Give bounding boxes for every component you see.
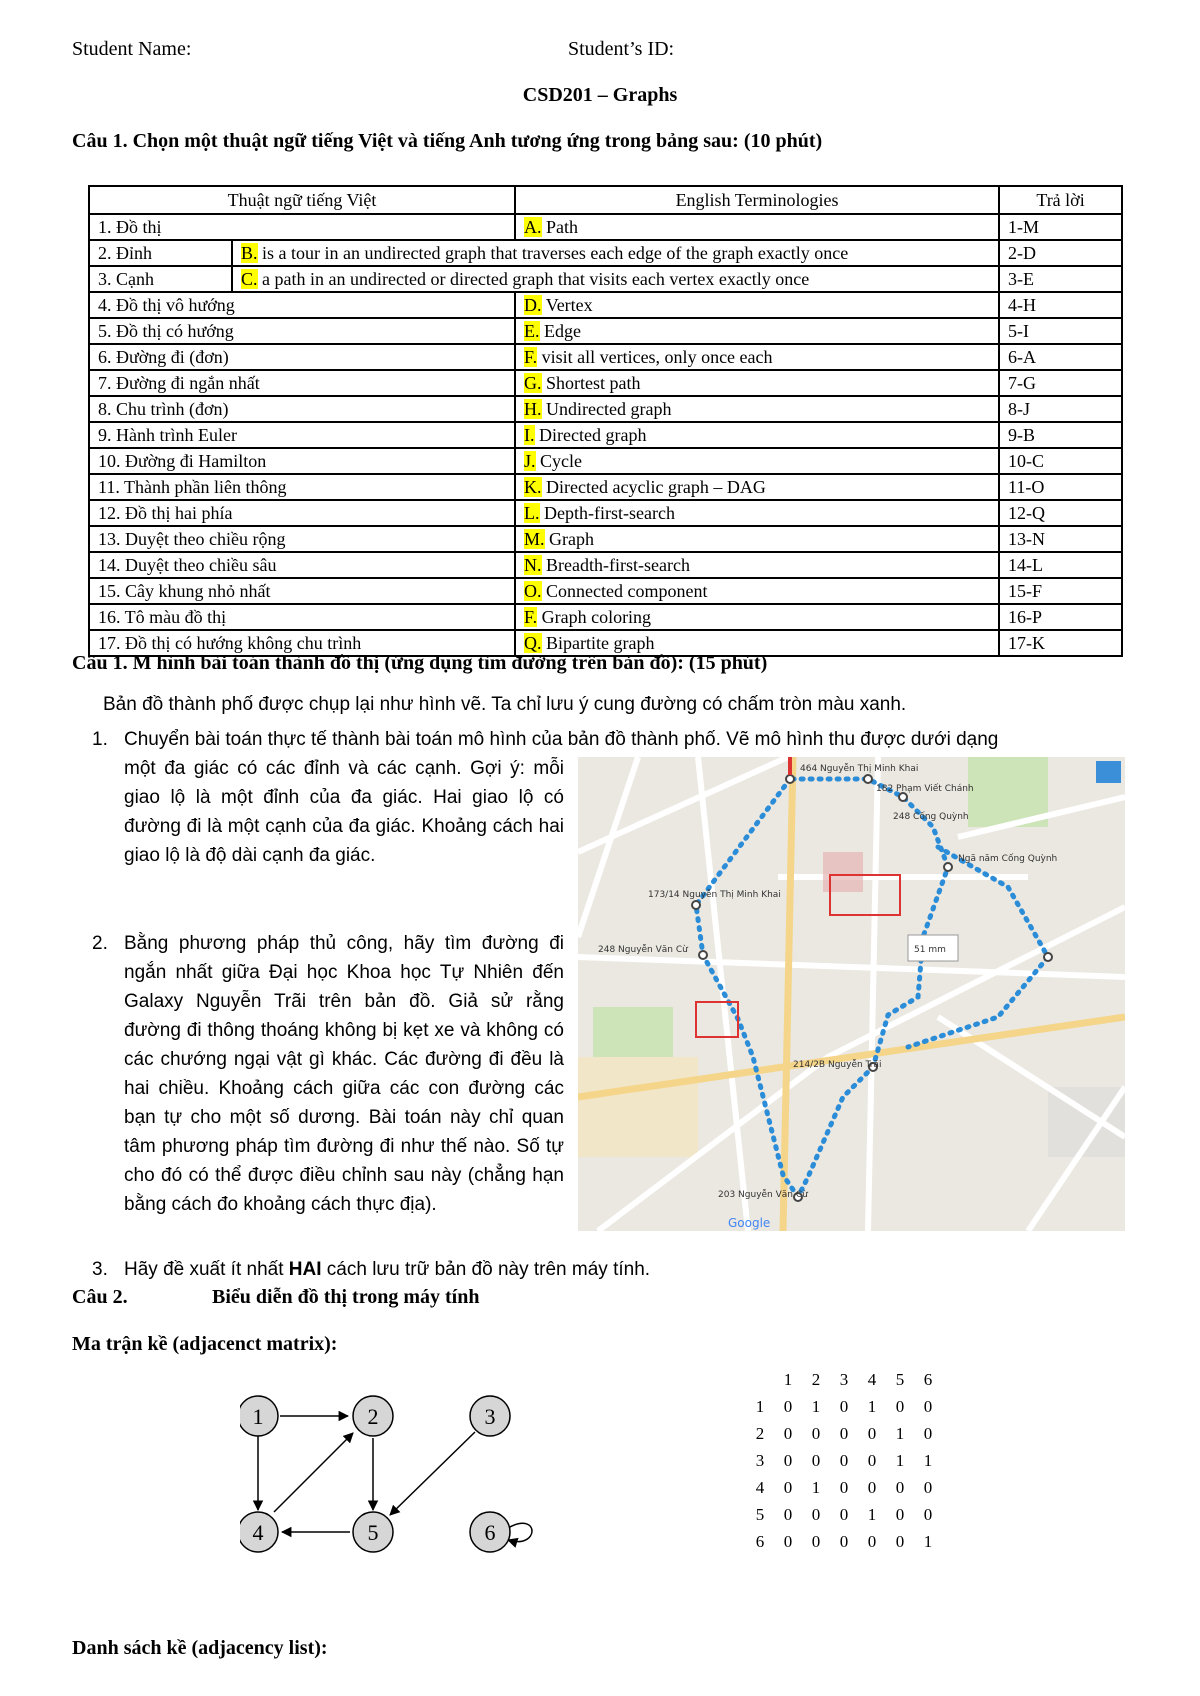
map-label: 464 Nguyễn Thị Minh Khai <box>800 764 919 774</box>
answer-letter: M. <box>524 528 545 549</box>
vi-term: 14. Duyệt theo chiều sâu <box>89 552 515 578</box>
matrix-col-header: 1 <box>783 1369 793 1389</box>
matrix-cell: 1 <box>867 1396 877 1416</box>
answer-letter: K. <box>524 476 542 497</box>
vi-term: 11. Thành phần liên thông <box>89 474 515 500</box>
en-text: Graph <box>544 528 595 549</box>
en-text: Vertex <box>541 294 593 315</box>
node-label: 6 <box>484 1520 496 1545</box>
terminology-table <box>88 185 1123 657</box>
matrix-row <box>746 1528 942 1555</box>
answer-letter: I. <box>524 424 535 445</box>
map-label: 51 mm <box>914 945 946 955</box>
column-header-vi: Thuật ngữ tiếng Việt <box>89 186 515 214</box>
matrix-cell: 0 <box>783 1396 793 1416</box>
matrix-cell: 0 <box>923 1423 933 1443</box>
map-label: Ngã năm Cống Quỳnh <box>958 854 1058 864</box>
item-number: 1. <box>92 729 108 750</box>
en-term <box>232 266 999 292</box>
vi-term: 4. Đồ thị vô hướng <box>89 292 515 318</box>
adjacency-matrix-label: Ma trận kề (adjacenct matrix): <box>72 1333 338 1355</box>
en-text: Depth-first-search <box>539 502 675 523</box>
answer-letter: F. <box>524 606 538 627</box>
matrix-cell: 1 <box>811 1396 821 1416</box>
matrix-cell: 0 <box>839 1450 849 1470</box>
answer-letter: N. <box>524 554 542 575</box>
en-text: Directed graph <box>534 424 647 445</box>
en-text: Cycle <box>535 450 583 471</box>
answer-cell: 3-E <box>999 266 1122 292</box>
matrix-cell: 1 <box>867 1504 877 1524</box>
matrix-cell: 0 <box>867 1477 877 1497</box>
matrix-col-header: 5 <box>895 1369 905 1389</box>
en-text: a path in an undirected or directed graph that visits each vertex exactly once <box>257 268 810 289</box>
en-text: is a tour in an undirected graph that traverses each edge of the graph exactly once <box>257 242 849 263</box>
map-label: Google <box>728 1216 771 1230</box>
answer-cell: 4-H <box>999 292 1122 318</box>
en-term <box>515 552 999 578</box>
student-id-label: Student’s ID: <box>568 38 675 60</box>
answer-cell: 11-O <box>999 474 1122 500</box>
en-text: Directed acyclic graph – DAG <box>541 476 766 497</box>
vi-term: 12. Đồ thị hai phía <box>89 500 515 526</box>
en-term <box>515 526 999 552</box>
matrix-row <box>746 1474 942 1501</box>
en-term <box>515 214 999 240</box>
node-label: 3 <box>484 1404 496 1429</box>
matrix-cell: 0 <box>923 1396 933 1416</box>
matrix-corner <box>746 1366 774 1393</box>
matrix-cell: 0 <box>783 1477 793 1497</box>
en-term <box>515 318 999 344</box>
vi-term: 2. Đỉnh <box>89 240 232 266</box>
matrix-cell: 0 <box>839 1477 849 1497</box>
matrix-col-header: 6 <box>923 1369 933 1389</box>
vi-term: 10. Đường đi Hamilton <box>89 448 515 474</box>
item-number: 2. <box>92 933 108 954</box>
item-text-bold: HAI <box>288 1259 322 1280</box>
answer-letter: C. <box>241 268 258 289</box>
en-text: Edge <box>539 320 581 341</box>
table-row <box>89 240 1122 266</box>
node-label: 2 <box>367 1404 379 1429</box>
table-row <box>89 214 1122 240</box>
student-name-label: Student Name: <box>72 38 192 60</box>
matrix-cell: 1 <box>895 1423 905 1443</box>
list-item <box>88 1255 1138 1284</box>
en-term <box>515 422 999 448</box>
matrix-cell: 0 <box>895 1504 905 1524</box>
question-1-heading: Câu 1. Chọn một thuật ngữ tiếng Việt và tiếng Anh tương ứng trong bảng sau: (10 phút) <box>72 130 823 152</box>
table-row <box>89 552 1122 578</box>
table-row <box>89 474 1122 500</box>
answer-letter: G. <box>524 372 542 393</box>
table-row <box>89 526 1122 552</box>
table-row <box>89 266 1122 292</box>
matrix-row-header: 4 <box>755 1477 765 1497</box>
en-term <box>515 448 999 474</box>
en-text: Connected component <box>541 580 708 601</box>
map-svg <box>578 757 1125 1231</box>
matrix-cell: 0 <box>811 1423 821 1443</box>
matrix-cell: 0 <box>895 1477 905 1497</box>
matrix-cell: 0 <box>783 1531 793 1551</box>
answer-letter: E. <box>524 320 540 341</box>
answer-letter: L. <box>524 502 540 523</box>
en-term <box>232 240 999 266</box>
edge-3-5 <box>390 1432 475 1515</box>
matrix-cell: 0 <box>895 1531 905 1551</box>
matrix-cell: 0 <box>783 1504 793 1524</box>
en-term <box>515 370 999 396</box>
table-row <box>89 422 1122 448</box>
en-text: Undirected graph <box>541 398 672 419</box>
en-text: visit all vertices, only once each <box>537 346 773 367</box>
matrix-cell: 0 <box>783 1450 793 1470</box>
en-text: Path <box>541 216 579 237</box>
matrix-col-header: 3 <box>839 1369 849 1389</box>
matrix-cell: 0 <box>895 1396 905 1416</box>
table-row <box>89 292 1122 318</box>
vi-term: 8. Chu trình (đơn) <box>89 396 515 422</box>
vi-term: 9. Hành trình Euler <box>89 422 515 448</box>
matrix-row <box>746 1447 942 1474</box>
answer-letter: F. <box>524 346 538 367</box>
answer-letter: A. <box>524 216 542 237</box>
matrix-cell: 1 <box>895 1450 905 1470</box>
answer-letter: B. <box>241 242 258 263</box>
answer-cell: 8-J <box>999 396 1122 422</box>
vi-term: 13. Duyệt theo chiều rộng <box>89 526 515 552</box>
answer-letter: D. <box>524 294 542 315</box>
matrix-row-header: 1 <box>755 1396 765 1416</box>
matrix-cell: 1 <box>923 1450 933 1470</box>
answer-cell: 16-P <box>999 604 1122 630</box>
en-text: Graph coloring <box>537 606 652 627</box>
example-graph <box>240 1380 600 1580</box>
answer-cell: 10-C <box>999 448 1122 474</box>
table-row <box>89 396 1122 422</box>
answer-cell: 6-A <box>999 344 1122 370</box>
matrix-cell: 0 <box>867 1531 877 1551</box>
answer-cell: 2-D <box>999 240 1122 266</box>
item-text-line: Chuyển bài toán thực tế thành bài toán mô hình của bản đồ thành phố. Vẽ mô hình thu được dưới dạng <box>124 729 999 750</box>
answer-cell: 14-L <box>999 552 1122 578</box>
en-term <box>515 292 999 318</box>
matrix-cell: 0 <box>811 1450 821 1470</box>
node-label: 4 <box>252 1520 264 1545</box>
en-term <box>515 474 999 500</box>
adjacency-matrix <box>746 1366 942 1555</box>
matrix-cell: 0 <box>839 1423 849 1443</box>
item-text: Bằng phương pháp thủ công, hãy tìm đường đi ngắn nhất giữa Đại học Khoa học Tự Nhiên đến Galaxy Nguyễn Trãi trên bản đồ. Giả sử rằng đường đi thông thoáng không bị kẹt xe và không có các chướng ngại vật gì khác. Các đường đi đều là hai chiều. Khoảng cách giữa các con đường các bạn tự cho một số dương. Bài toán này chỉ quan tâm phương pháp tìm đường đi như thế nào. Số tự cho đó có thể được điều chỉnh sau này (chẳng hạn bằng cách đo khoảng cách thực địa). <box>124 933 564 1215</box>
answer-letter: O. <box>524 580 542 601</box>
matrix-cell: 0 <box>839 1531 849 1551</box>
en-text: Shortest path <box>541 372 641 393</box>
answer-cell: 13-N <box>999 526 1122 552</box>
table-row <box>89 500 1122 526</box>
answer-cell: 15-F <box>999 578 1122 604</box>
item-number: 3. <box>92 1259 108 1280</box>
item-text-post: cách lưu trữ bản đồ này trên máy tính. <box>321 1259 651 1280</box>
vi-term: 6. Đường đi (đơn) <box>89 344 515 370</box>
question-2-title: Biểu diễn đồ thị trong máy tính <box>212 1286 480 1308</box>
map-label: 182 Phạm Viết Chánh <box>876 784 974 794</box>
map-label: 214/2B Nguyễn Trãi <box>793 1060 882 1070</box>
answer-letter: Q. <box>524 632 542 653</box>
answer-cell: 5-I <box>999 318 1122 344</box>
edge-6-6 <box>508 1523 532 1541</box>
matrix-cell: 0 <box>923 1477 933 1497</box>
item-text-pre: Hãy đề xuất ít nhất <box>124 1259 289 1280</box>
table-row <box>89 318 1122 344</box>
vi-term: 5. Đồ thị có hướng <box>89 318 515 344</box>
matrix-col-header: 2 <box>811 1369 821 1389</box>
en-term <box>515 604 999 630</box>
page-title: CSD201 – Graphs <box>522 84 678 106</box>
table-row <box>89 344 1122 370</box>
en-text: Breadth-first-search <box>541 554 690 575</box>
edge-4-2 <box>274 1433 353 1512</box>
en-term <box>515 578 999 604</box>
answer-cell: 7-G <box>999 370 1122 396</box>
column-header-en: English Terminologies <box>515 186 999 214</box>
matrix-cell: 1 <box>811 1477 821 1497</box>
vi-term: 3. Cạnh <box>89 266 232 292</box>
answer-letter: J. <box>524 450 536 471</box>
table-row <box>89 370 1122 396</box>
matrix-row-header: 6 <box>755 1531 765 1551</box>
adjacency-list-label: Danh sách kề (adjacency list): <box>72 1637 328 1659</box>
table-row <box>89 448 1122 474</box>
node-label: 1 <box>252 1404 264 1429</box>
vi-term: 1. Đồ thị <box>89 214 515 240</box>
matrix-row-header: 3 <box>755 1450 765 1470</box>
matrix-col-header: 4 <box>867 1369 877 1389</box>
answer-cell: 12-Q <box>999 500 1122 526</box>
answer-cell: 1-M <box>999 214 1122 240</box>
matrix-cell: 0 <box>783 1423 793 1443</box>
matrix-row-header: 5 <box>755 1504 765 1524</box>
matrix-cell: 1 <box>923 1531 933 1551</box>
map-label: 173/14 Nguyễn Thị Minh Khai <box>648 890 781 900</box>
map-label: 248 Cống Quỳnh <box>893 812 969 822</box>
table-row <box>89 604 1122 630</box>
answer-cell: 9-B <box>999 422 1122 448</box>
matrix-cell: 0 <box>867 1450 877 1470</box>
vi-term: 7. Đường đi ngắn nhất <box>89 370 515 396</box>
map-label: 248 Nguyễn Văn Cừ <box>598 945 688 955</box>
matrix-cell: 0 <box>923 1504 933 1524</box>
en-term <box>515 396 999 422</box>
item-text: một đa giác có các đỉnh và các cạnh. Gợi ý: mỗi giao lộ là một đỉnh của đa giác. Hai giao lộ có đường đi là một cạnh của đa giác. Khoảng cách hai giao lộ là độ dài cạnh đa giác. <box>124 758 564 866</box>
matrix-row <box>746 1393 942 1420</box>
column-header-answer: Trả lời <box>999 186 1122 214</box>
question-1b-intro: Bản đồ thành phố được chụp lại như hình vẽ. Ta chỉ lưu ý cung đường có chấm tròn màu xanh. <box>103 694 907 715</box>
matrix-cell: 0 <box>811 1531 821 1551</box>
node-label: 5 <box>367 1520 379 1545</box>
matrix-row <box>746 1420 942 1447</box>
matrix-cell: 0 <box>839 1504 849 1524</box>
vi-term: 15. Cây khung nhỏ nhất <box>89 578 515 604</box>
matrix-cell: 0 <box>811 1504 821 1524</box>
matrix-cell: 0 <box>867 1423 877 1443</box>
vi-term: 16. Tô màu đồ thị <box>89 604 515 630</box>
question-2-number: Câu 2. <box>72 1286 128 1308</box>
en-text: Bipartite graph <box>541 632 655 653</box>
list-item <box>88 929 564 1251</box>
answer-cell: 17-K <box>999 630 1122 656</box>
answer-letter: H. <box>524 398 542 419</box>
en-term <box>515 500 999 526</box>
question-1b-heading: Câu 1. M hình bài toán thành đồ thị (ứng dụng tìm đường trên bản đồ): (15 phút) <box>72 652 768 674</box>
en-term <box>515 344 999 370</box>
matrix-cell: 0 <box>839 1396 849 1416</box>
matrix-row <box>746 1501 942 1528</box>
table-row <box>89 578 1122 604</box>
map-label: 203 Nguyễn Văn Cừ <box>718 1190 808 1200</box>
vi-term: 17. Đồ thị có hướng không chu trình <box>89 630 515 656</box>
city-map-image <box>578 757 1125 1231</box>
question-2-heading <box>72 1286 480 1309</box>
matrix-row-header: 2 <box>755 1423 765 1443</box>
